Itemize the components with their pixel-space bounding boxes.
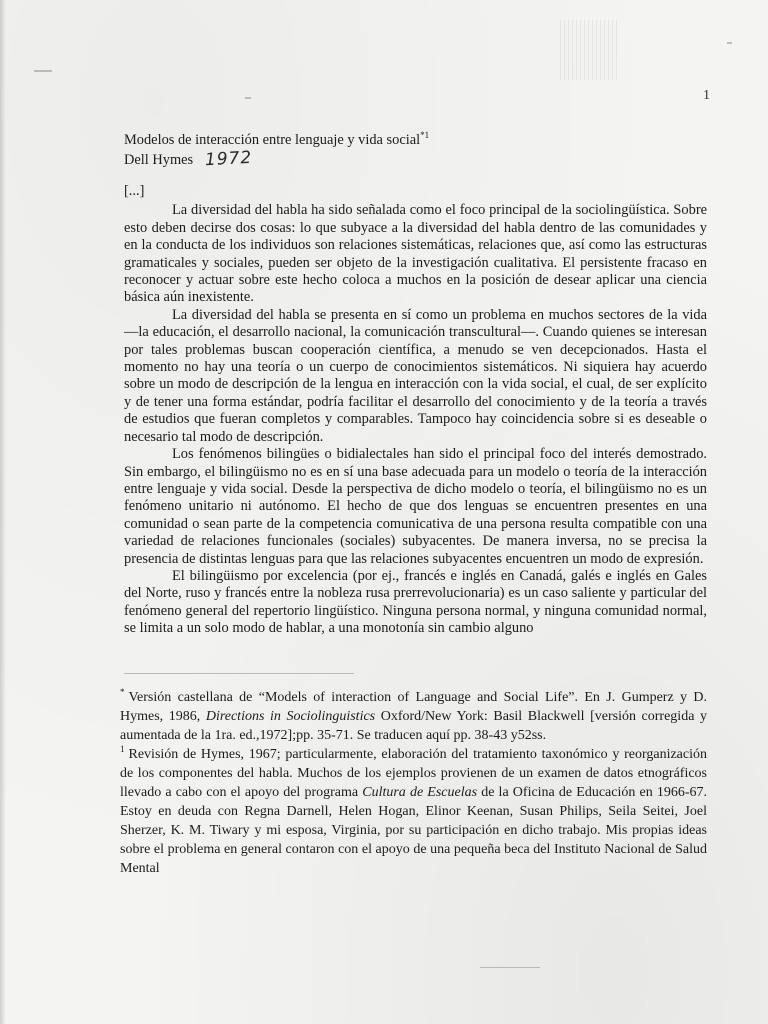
footnotes: [120, 688, 707, 878]
footnote-divider: [124, 673, 354, 674]
document-header: [124, 131, 684, 170]
paragraph: La diversidad del habla ha sido señalada como el foco principal de la sociolingüística. Sobre esto deben decirse dos cosas: lo que subyace a la diversidad del habla dentro de las comunidades y en la conducta de los individuos son relaciones sistemáticas, relaciones que, así como las estructuras gramaticales y sociales, pueden ser objeto de la investigación cualitativa. El persistente fracaso en reconocer y actuar sobre este hecho coloca a muchos en la posición de desear aplicar una ciencia básica aún inexistente.: [124, 202, 707, 306]
title-text: Modelos de interacción entre lenguaje y vida social: [124, 132, 421, 148]
author-name: Dell Hymes: [124, 152, 194, 168]
footnote-marker: 1: [120, 744, 125, 755]
document-body: [124, 183, 707, 638]
footnote-text-after: Oxford/New York: Basil Blackwell [versión corregida y aumentada de la 1ra. ed.,1972];pp. 35-71. Se traducen aquí pp. 38-43 y52ss.: [120, 709, 707, 743]
omission-marker: [...]: [124, 183, 145, 199]
paragraph: El bilingüismo por excelencia (por ej., francés e inglés en Canadá, galés e inglés en Gales del Norte, ruso y francés entre la nobleza rusa prerrevolucionaria) es un caso saliente y particular del fenómeno general del repertorio lingüístico. Ninguna persona normal, y ninguna comunidad normal, se limita a un solo modo de hablar, a una monotonía sin cambio alguno: [124, 567, 707, 637]
scan-speck: [480, 967, 540, 968]
document-author-line: [124, 147, 684, 171]
paragraph: Los fenómenos bilingües o bidialectales han sido el principal foco del interés demostrado. Sin embargo, el bilingüismo no es en sí una base adecuada para un modelo o teoría de la interacción entre lenguaje y vida social. Desde la perspectiva de dicho modelo o teoría, el bilingüismo no es un fenómeno unitario ni autónomo. El hecho de que dos lenguas se encuentren presentes en una comunidad o sean parte de la competencia comunicativa de una persona resulta compatible con una variedad de relaciones funcionales (sociales) subyacentes. De manera inversa, no se precisa la presencia de distintas lenguas para que las relaciones subyacentes encuentren un modo de expresión.: [124, 446, 707, 567]
scan-speck: [727, 42, 732, 44]
document-title: [124, 131, 684, 150]
handwritten-year: 1972: [204, 147, 253, 171]
footnote-text: Versión castellana de “Models of interaction of Language and Social Life”. En J. Gumperz y D. Hymes, 1986,: [120, 690, 707, 724]
footnote-italic: Directions in Sociolinguistics: [205, 709, 376, 724]
footnote-text: Revisión de Hymes, 1967; particularmente, elaboración del tratamiento taxonómico y reorganización de los componentes del habla. Muchos de los ejemplos provienen de un examen de datos etnográficos llevado a cabo con el apoyo del programa: [120, 747, 707, 800]
scan-artifact: [560, 20, 620, 80]
scan-speck: [34, 70, 52, 72]
scan-edge-shadow: [0, 0, 6, 1024]
footnote: [120, 745, 707, 878]
footnote: [120, 688, 707, 745]
footnote-text-after: de la Oficina de Educación en 1966-67. Estoy en deuda con Regna Darnell, Helen Hogan, Elinor Keenan, Susan Philips, Seila Seitei, Joel Sherzer, K. M. Tiwary y mi esposa, Virginia, por su participación en dicho trabajo. Mis propias ideas sobre el problema en general contaron con el apoyo de una pequeña beca del Instituto Nacional de Salud Mental: [120, 785, 707, 876]
paragraph: La diversidad del habla se presenta en sí como un problema en muchos sectores de la vida —la educación, el desarrollo nacional, la comunicación transcultural—. Cuando quienes se interesan por tales problemas buscan cooperación científica, a menudo se ven decepcionados. Hasta el momento no hay una teoría o un cuerpo de conocimientos sistemáticos. Ni siquiera hay acuerdo sobre un modo de descripción de la lengua en interacción con la vida social, el cual, de ser explícito y de tener una forma estándar, podría facilitar el desarrollo del conocimiento y de la teoría a través de estudios que fueran completos y comparables. Tampoco hay coincidencia sobre si es deseable o necesario tal modo de descripción.: [124, 306, 707, 445]
footnote-italic: Cultura de Escuelas: [362, 785, 478, 800]
scan-speck: [245, 97, 251, 99]
footnote-marker: *: [120, 687, 125, 698]
page-mark: 1: [703, 88, 710, 103]
title-footnote-ref: *1: [420, 130, 430, 141]
